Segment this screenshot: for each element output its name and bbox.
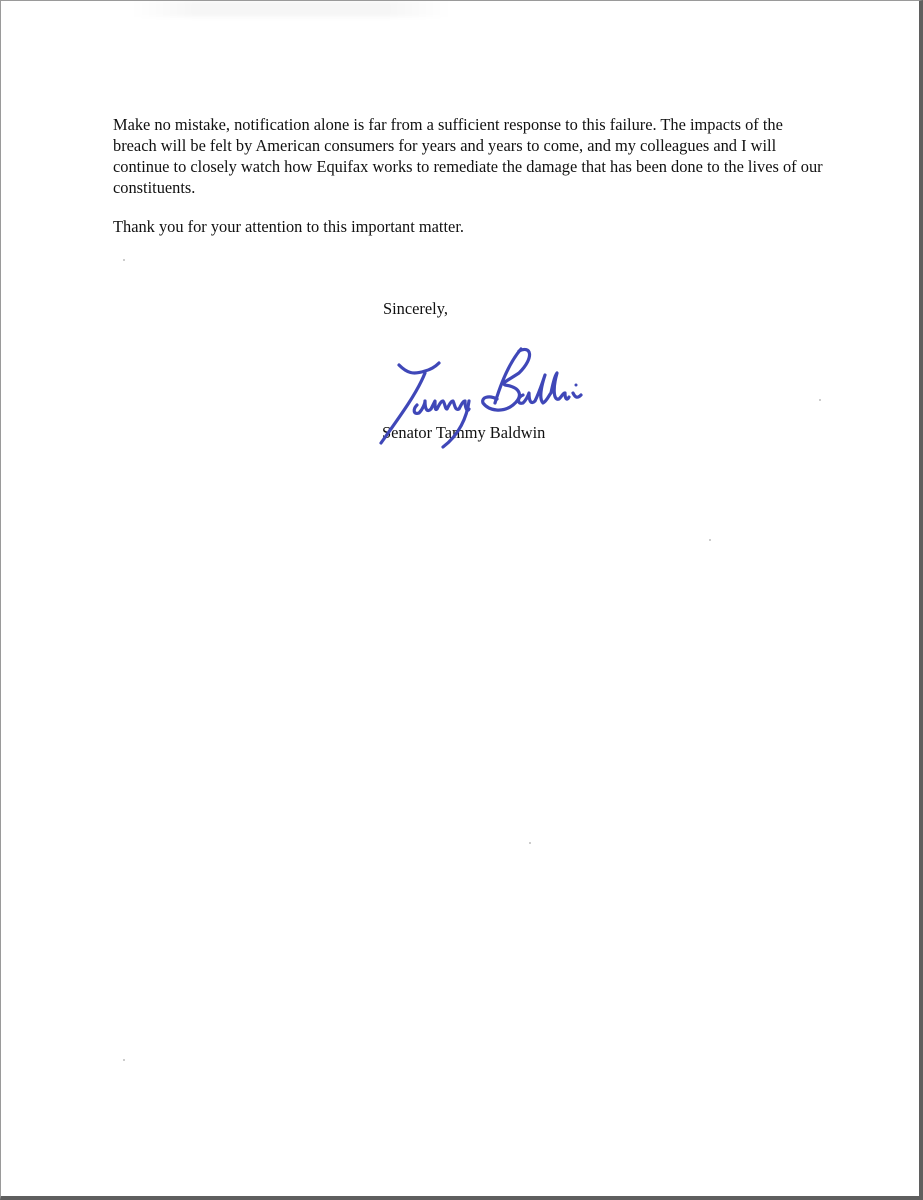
scan-bleed-through [131, 1, 451, 17]
scan-speck [709, 539, 711, 541]
body-paragraph-2: Thank you for your attention to this important matter. [113, 217, 464, 236]
body-paragraph-1: Make no mistake, notification alone is far from a sufficient response to this failure. The impacts of the breach will be felt by American consumers for years and years to come, and my colleagues and I will continue to closely watch how Equifax works to remediate the damage that has been done to the lives of our constituents. [113, 115, 823, 197]
handwritten-signature [373, 343, 593, 453]
scan-speck [819, 399, 821, 401]
signer-name: Senator Tammy Baldwin [382, 423, 546, 442]
closing-salutation: Sincerely, [383, 299, 448, 318]
scan-speck [123, 259, 125, 261]
scan-speck [529, 842, 531, 844]
scan-speck [123, 1059, 125, 1061]
